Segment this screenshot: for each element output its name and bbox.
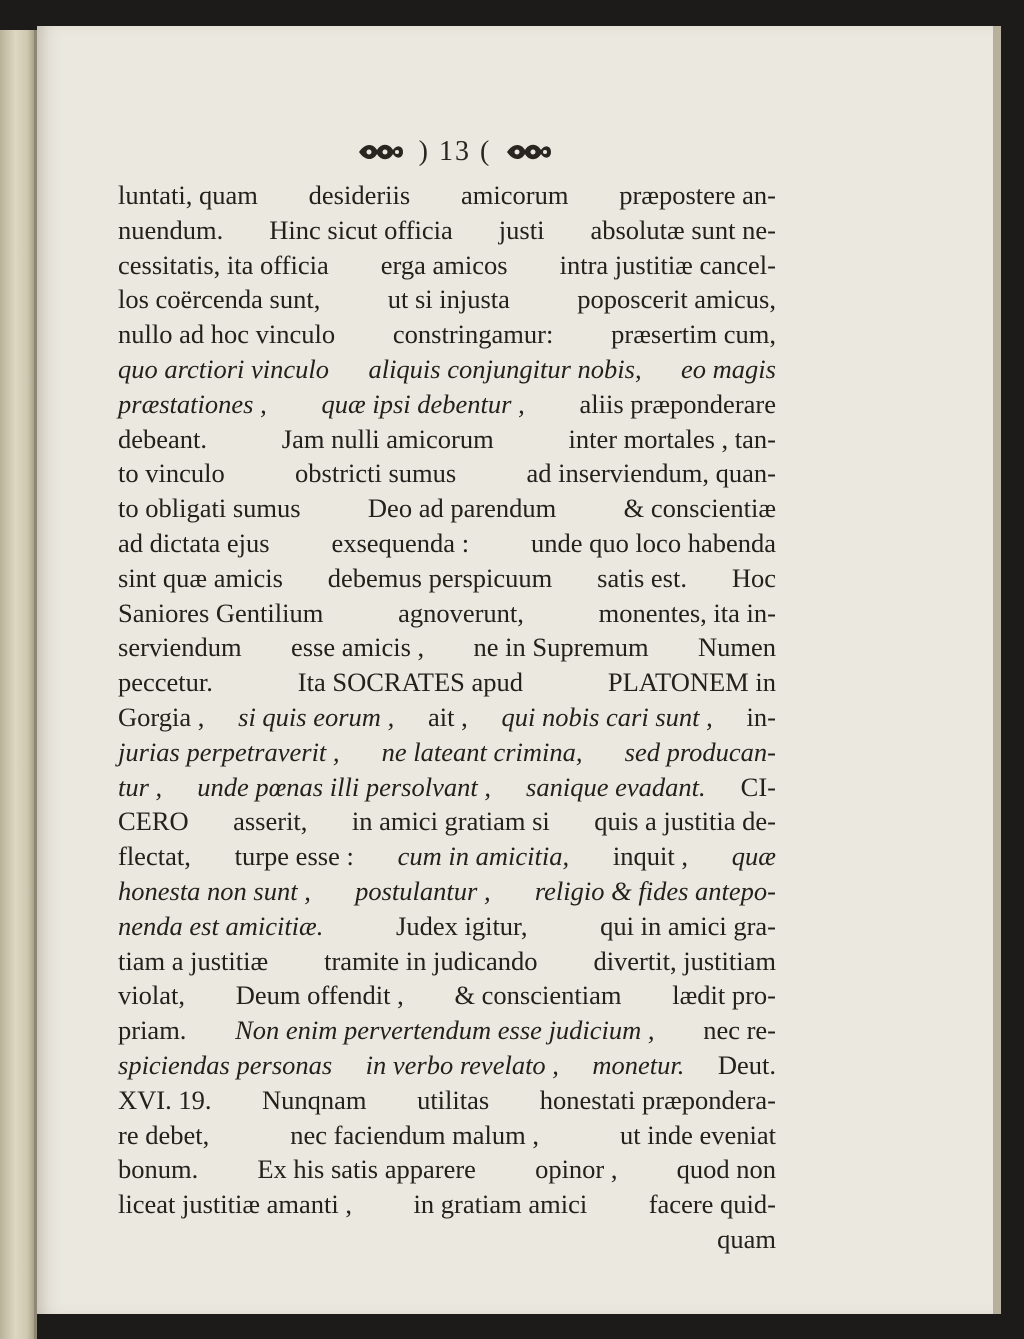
text-segment: luntati, quam <box>118 180 258 210</box>
text-segment: debemus perspicuum <box>327 562 553 593</box>
text-segment: PLATONEM in <box>607 667 776 698</box>
text-segment: sanique evadant. <box>526 771 706 802</box>
text-segment: sint quæ amicis <box>118 562 283 593</box>
text-segment: re debet, <box>118 1119 210 1150</box>
text-segment: Deut. <box>717 1049 776 1080</box>
page-body-text <box>118 178 776 1257</box>
text-segment: eo magis <box>681 353 776 384</box>
text-line <box>118 909 776 944</box>
text-segment: flectat, <box>118 841 191 872</box>
text-segment: quo arctiori vinculo <box>118 353 329 384</box>
text-line <box>118 1222 776 1257</box>
text-segment: inquit , <box>612 841 688 872</box>
text-segment: Deum offendit , <box>235 980 404 1011</box>
text-segment: Jam nulli amicorum <box>281 423 494 454</box>
text-line <box>118 387 776 422</box>
text-segment: exsequenda : <box>331 527 470 558</box>
text-line <box>118 944 776 979</box>
text-segment: peccetur. <box>118 667 213 698</box>
text-segment: si quis eorum , <box>238 701 395 732</box>
page-number: ) 13 ( <box>418 136 492 167</box>
text-segment: obstricti sumus <box>295 458 457 489</box>
text-segment: tur , <box>118 771 163 802</box>
text-segment: Nunqnam <box>262 1084 367 1115</box>
text-segment: violat, <box>118 980 185 1011</box>
text-line <box>118 456 776 491</box>
text-segment: divertit, justitiam <box>593 945 776 976</box>
text-segment: honesta non sunt , <box>118 875 311 906</box>
text-segment: esse amicis , <box>290 632 425 663</box>
text-segment: cessitatis, ita officia <box>118 249 329 280</box>
text-segment: Ita SOCRATES apud <box>297 667 524 698</box>
text-segment: præpostere an- <box>619 180 776 210</box>
text-line <box>118 1013 776 1048</box>
text-line <box>118 874 776 909</box>
text-line <box>118 1187 776 1222</box>
text-segment: inter mortales , tan- <box>568 423 776 454</box>
text-segment: ne lateant crimina, <box>381 736 583 767</box>
text-line <box>118 630 776 665</box>
text-segment: CI- <box>740 771 776 802</box>
text-segment: ait , <box>427 701 468 732</box>
text-segment: tramite in judicando <box>324 945 538 976</box>
text-segment: quam <box>717 1223 776 1254</box>
text-segment: ne in Supremum <box>473 632 649 663</box>
text-line <box>118 735 776 770</box>
text-line <box>118 1083 776 1118</box>
text-segment: qui nobis cari sunt , <box>501 701 713 732</box>
text-segment: monetur. <box>592 1049 685 1080</box>
text-segment: spiciendas personas <box>118 1049 333 1080</box>
text-segment: to obligati sumus <box>118 493 301 524</box>
text-line <box>118 596 776 631</box>
text-segment: in- <box>746 701 776 732</box>
text-line <box>118 1118 776 1153</box>
text-segment: sed producan- <box>624 736 776 767</box>
book-spine <box>0 30 34 1339</box>
text-segment: opinor , <box>535 1154 618 1185</box>
text-segment: satis est. <box>597 562 687 593</box>
text-segment: Numen <box>697 632 776 663</box>
text-segment: honestati præpondera- <box>539 1084 776 1115</box>
text-segment: aliis præponderare <box>579 388 776 419</box>
text-segment: qui in amici gra- <box>600 910 776 941</box>
text-segment: præstationes , <box>118 388 267 419</box>
text-segment: in amici gratiam si <box>351 806 550 837</box>
text-segment: quæ <box>731 841 776 872</box>
text-segment: intra justitiæ cancel- <box>559 249 776 280</box>
text-segment: tiam a justitiæ <box>118 945 269 976</box>
text-segment: los coërcenda sunt, <box>118 284 321 315</box>
text-segment: asserit, <box>233 806 308 837</box>
text-segment: præsertim cum, <box>611 319 776 350</box>
text-segment: ad inserviendum, quan- <box>526 458 776 489</box>
text-line <box>118 317 776 352</box>
text-segment: monentes, ita in- <box>598 597 776 628</box>
text-segment: constringamur: <box>392 319 554 350</box>
text-segment: turpe esse : <box>234 841 354 872</box>
text-line <box>118 978 776 1013</box>
printer-ornament-left-icon <box>357 141 405 163</box>
text-segment: lædit pro- <box>672 980 776 1011</box>
text-segment: aliquis conjungitur nobis, <box>368 353 642 384</box>
text-segment: nenda est amicitiæ. <box>118 910 324 941</box>
text-line <box>118 352 776 387</box>
text-segment: to vinculo <box>118 458 225 489</box>
text-segment: Saniores Gentilium <box>118 597 324 628</box>
text-segment: agnoverunt, <box>398 597 524 628</box>
text-segment: Hinc sicut officia <box>269 214 453 245</box>
text-segment: serviendum <box>118 632 242 663</box>
text-line <box>118 282 776 317</box>
text-segment: CERO <box>118 806 189 837</box>
text-line <box>118 770 776 805</box>
text-segment: postulantur , <box>355 875 491 906</box>
text-segment: poposcerit amicus, <box>577 284 776 315</box>
text-segment: nuendum. <box>118 214 224 245</box>
text-segment: & conscientiæ <box>623 493 776 524</box>
text-segment: debeant. <box>118 423 208 454</box>
text-segment: Hoc <box>731 562 776 593</box>
text-segment: in verbo revelato , <box>365 1049 559 1080</box>
text-segment: Non enim pervertendum esse judicium , <box>235 1015 655 1046</box>
text-segment: ad dictata ejus <box>118 527 270 558</box>
running-head <box>310 132 600 172</box>
text-segment: nec faciendum malum , <box>290 1119 539 1150</box>
text-segment: Judex igitur, <box>396 910 528 941</box>
text-line <box>118 839 776 874</box>
text-segment: ut si injusta <box>387 284 510 315</box>
text-line <box>118 1152 776 1187</box>
text-segment: justi <box>498 214 545 245</box>
text-segment: Gorgia , <box>118 701 205 732</box>
text-line <box>118 804 776 839</box>
text-line <box>118 248 776 283</box>
text-line <box>118 422 776 457</box>
text-segment: absolutæ sunt ne- <box>590 214 776 245</box>
text-segment: religio & fides antepo- <box>534 875 776 906</box>
text-segment: amicorum <box>461 180 569 210</box>
text-line <box>118 178 776 213</box>
text-segment: nec re- <box>703 1015 776 1046</box>
text-segment: utilitas <box>417 1084 490 1115</box>
text-segment: quod non <box>676 1154 776 1185</box>
text-segment: unde quo loco habenda <box>530 527 776 558</box>
printer-ornament-right-icon <box>505 141 553 163</box>
text-segment: priam. <box>118 1015 187 1046</box>
text-segment: quis a justitia de- <box>594 806 776 837</box>
text-segment: jurias perpetraverit , <box>118 736 340 767</box>
text-segment: nullo ad hoc vinculo <box>118 319 336 350</box>
text-line <box>118 665 776 700</box>
text-segment: quæ ipsi debentur , <box>321 388 525 419</box>
text-segment: Deo ad parendum <box>367 493 557 524</box>
text-line <box>118 1048 776 1083</box>
text-segment: liceat justitiæ amanti , <box>118 1189 353 1220</box>
text-segment: erga amicos <box>380 249 508 280</box>
text-line <box>118 700 776 735</box>
text-line <box>118 526 776 561</box>
text-segment: facere quid- <box>648 1189 776 1220</box>
text-segment: in gratiam amici <box>413 1189 588 1220</box>
text-line <box>118 491 776 526</box>
text-segment: Ex his satis apparere <box>257 1154 476 1185</box>
text-segment: XVI. 19. <box>118 1084 212 1115</box>
page-fore-edge <box>993 26 1001 1314</box>
text-segment: cum in amicitia, <box>397 841 570 872</box>
text-segment: unde pœnas illi persolvant , <box>197 771 491 802</box>
text-segment: bonum. <box>118 1154 199 1185</box>
text-line <box>118 213 776 248</box>
text-segment: & conscientiam <box>454 980 622 1011</box>
text-segment: ut inde eveniat <box>619 1119 776 1150</box>
text-segment: desideriis <box>308 180 411 210</box>
text-line <box>118 561 776 596</box>
